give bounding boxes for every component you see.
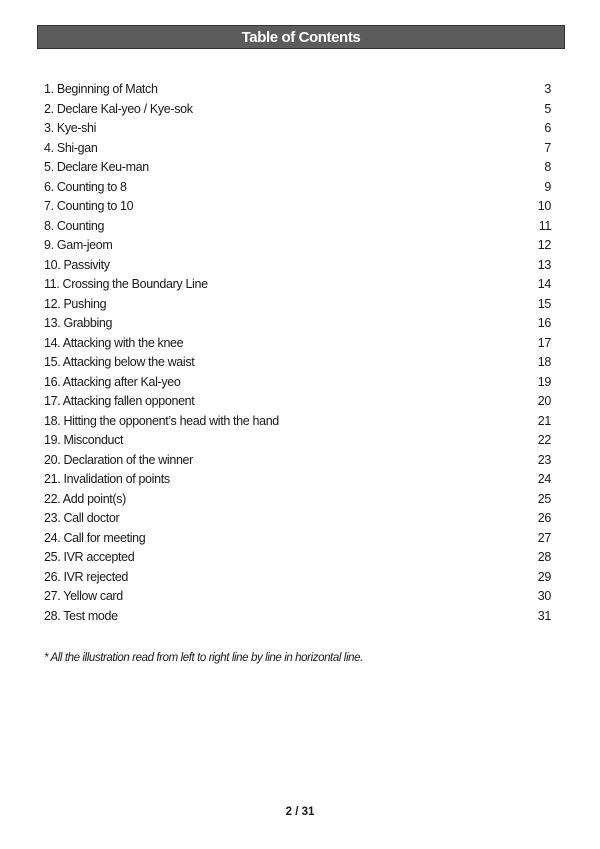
toc-entry-page: 29 <box>537 569 551 584</box>
toc-entry-label: 6. Counting to 8 <box>44 179 127 194</box>
toc-entry[interactable] <box>44 197 551 217</box>
toc-entry-page: 11 <box>538 218 551 233</box>
toc-entry[interactable] <box>44 412 551 432</box>
toc-entry-label: 23. Call doctor <box>44 511 120 525</box>
toc-entry-label: 7. Counting to 10 <box>44 199 134 213</box>
toc-entry-label: 10. Passivity <box>44 257 110 272</box>
toc-entry[interactable] <box>44 373 551 393</box>
toc-entry[interactable] <box>44 529 551 549</box>
toc-entry[interactable] <box>44 295 551 315</box>
toc-entry[interactable] <box>44 314 551 334</box>
toc-entry-label: 13. Grabbing <box>44 316 113 330</box>
toc-entry[interactable] <box>44 451 551 471</box>
toc-entry-label: 28. Test mode <box>44 608 118 623</box>
toc-entry-page: 14 <box>537 277 551 291</box>
toc-entry[interactable] <box>44 587 551 607</box>
toc-entry[interactable] <box>44 119 551 139</box>
toc-entry-page: 6 <box>544 121 551 135</box>
toc-entry-label: 11. Crossing the Boundary Line <box>44 277 208 291</box>
toc-entry-label: 1. Beginning of Match <box>44 82 158 96</box>
toc-entry[interactable] <box>44 509 551 529</box>
toc-entry-page: 16 <box>537 316 551 330</box>
toc-entry-page: 3 <box>544 82 551 96</box>
toc-entry[interactable] <box>44 431 551 451</box>
toc-entry-page: 10 <box>537 199 551 213</box>
toc-entry-page: 31 <box>537 608 551 623</box>
toc-entry-page: 19 <box>537 374 551 389</box>
toc-entry[interactable] <box>44 256 551 276</box>
toc-entry[interactable] <box>44 217 551 237</box>
toc-entry[interactable] <box>44 607 551 627</box>
toc-list <box>44 80 551 626</box>
toc-entry-label: 4. Shi-gan <box>44 140 98 155</box>
toc-entry-page: 18 <box>537 355 551 369</box>
toc-entry[interactable] <box>44 100 551 120</box>
toc-entry[interactable] <box>44 568 551 588</box>
toc-entry-page: 13 <box>537 257 551 272</box>
toc-entry[interactable] <box>44 236 551 256</box>
toc-entry-page: 17 <box>537 335 551 350</box>
toc-entry-label: 26. IVR rejected <box>44 569 129 584</box>
toc-entry-page: 26 <box>537 511 551 525</box>
toc-entry-label: 15. Attacking below the waist <box>44 355 195 369</box>
toc-entry[interactable] <box>44 275 551 295</box>
toc-entry[interactable] <box>44 158 551 178</box>
toc-entry-page: 25 <box>537 491 551 506</box>
toc-entry[interactable] <box>44 334 551 354</box>
toc-entry-label: 25. IVR accepted <box>44 550 135 564</box>
toc-entry-page: 20 <box>537 394 551 408</box>
toc-entry-page: 23 <box>537 452 551 467</box>
toc-entry-page: 7 <box>544 140 551 155</box>
toc-entry[interactable] <box>44 178 551 198</box>
toc-entry-page: 24 <box>537 472 551 486</box>
page-indicator: 2 / 31 <box>285 806 315 818</box>
toc-entry-label: 27. Yellow card <box>44 589 123 603</box>
toc-entry-label: 17. Attacking fallen opponent <box>44 394 195 408</box>
toc-entry-page: 15 <box>537 296 551 311</box>
toc-entry-page: 22 <box>537 433 551 447</box>
toc-entry-label: 3. Kye-shi <box>44 121 97 135</box>
toc-entry-page: 9 <box>544 179 551 194</box>
toc-entry[interactable] <box>44 353 551 373</box>
toc-entry[interactable] <box>44 139 551 159</box>
illustration-note: * All the illustration read from left to right line by line in horizontal line. <box>44 652 363 664</box>
toc-entry[interactable] <box>44 548 551 568</box>
toc-entry-page: 21 <box>537 413 551 428</box>
toc-entry-label: 8. Counting <box>44 218 105 233</box>
toc-entry[interactable] <box>44 490 551 510</box>
toc-entry-label: 22. Add point(s) <box>44 491 126 506</box>
toc-entry-page: 12 <box>537 238 551 252</box>
toc-entry-label: 5. Declare Keu-man <box>44 160 149 174</box>
toc-entry-label: 14. Attacking with the knee <box>44 335 184 350</box>
toc-entry-page: 28 <box>537 550 551 564</box>
toc-entry-label: 18. Hitting the opponent’s head with the hand <box>44 413 279 428</box>
toc-entry-label: 21. Invalidation of points <box>44 472 170 486</box>
toc-entry-label: 12. Pushing <box>44 296 107 311</box>
toc-entry[interactable] <box>44 392 551 412</box>
toc-entry-page: 27 <box>537 530 551 545</box>
toc-entry-page: 8 <box>544 160 551 174</box>
toc-entry-page: 5 <box>544 101 551 116</box>
toc-entry-label: 20. Declaration of the winner <box>44 452 193 467</box>
toc-entry-label: 2. Declare Kal-yeo / Kye-sok <box>44 101 193 116</box>
page-title: Table of Contents <box>241 28 361 46</box>
toc-entry-label: 16. Attacking after Kal-yeo <box>44 374 181 389</box>
toc-entry-label: 24. Call for meeting <box>44 530 146 545</box>
toc-entry-label: 9. Gam-jeom <box>44 238 113 252</box>
toc-entry[interactable] <box>44 80 551 100</box>
toc-entry[interactable] <box>44 470 551 490</box>
toc-entry-page: 30 <box>537 589 551 603</box>
toc-entry-label: 19. Misconduct <box>44 433 124 447</box>
toc-header-bar <box>37 25 565 49</box>
